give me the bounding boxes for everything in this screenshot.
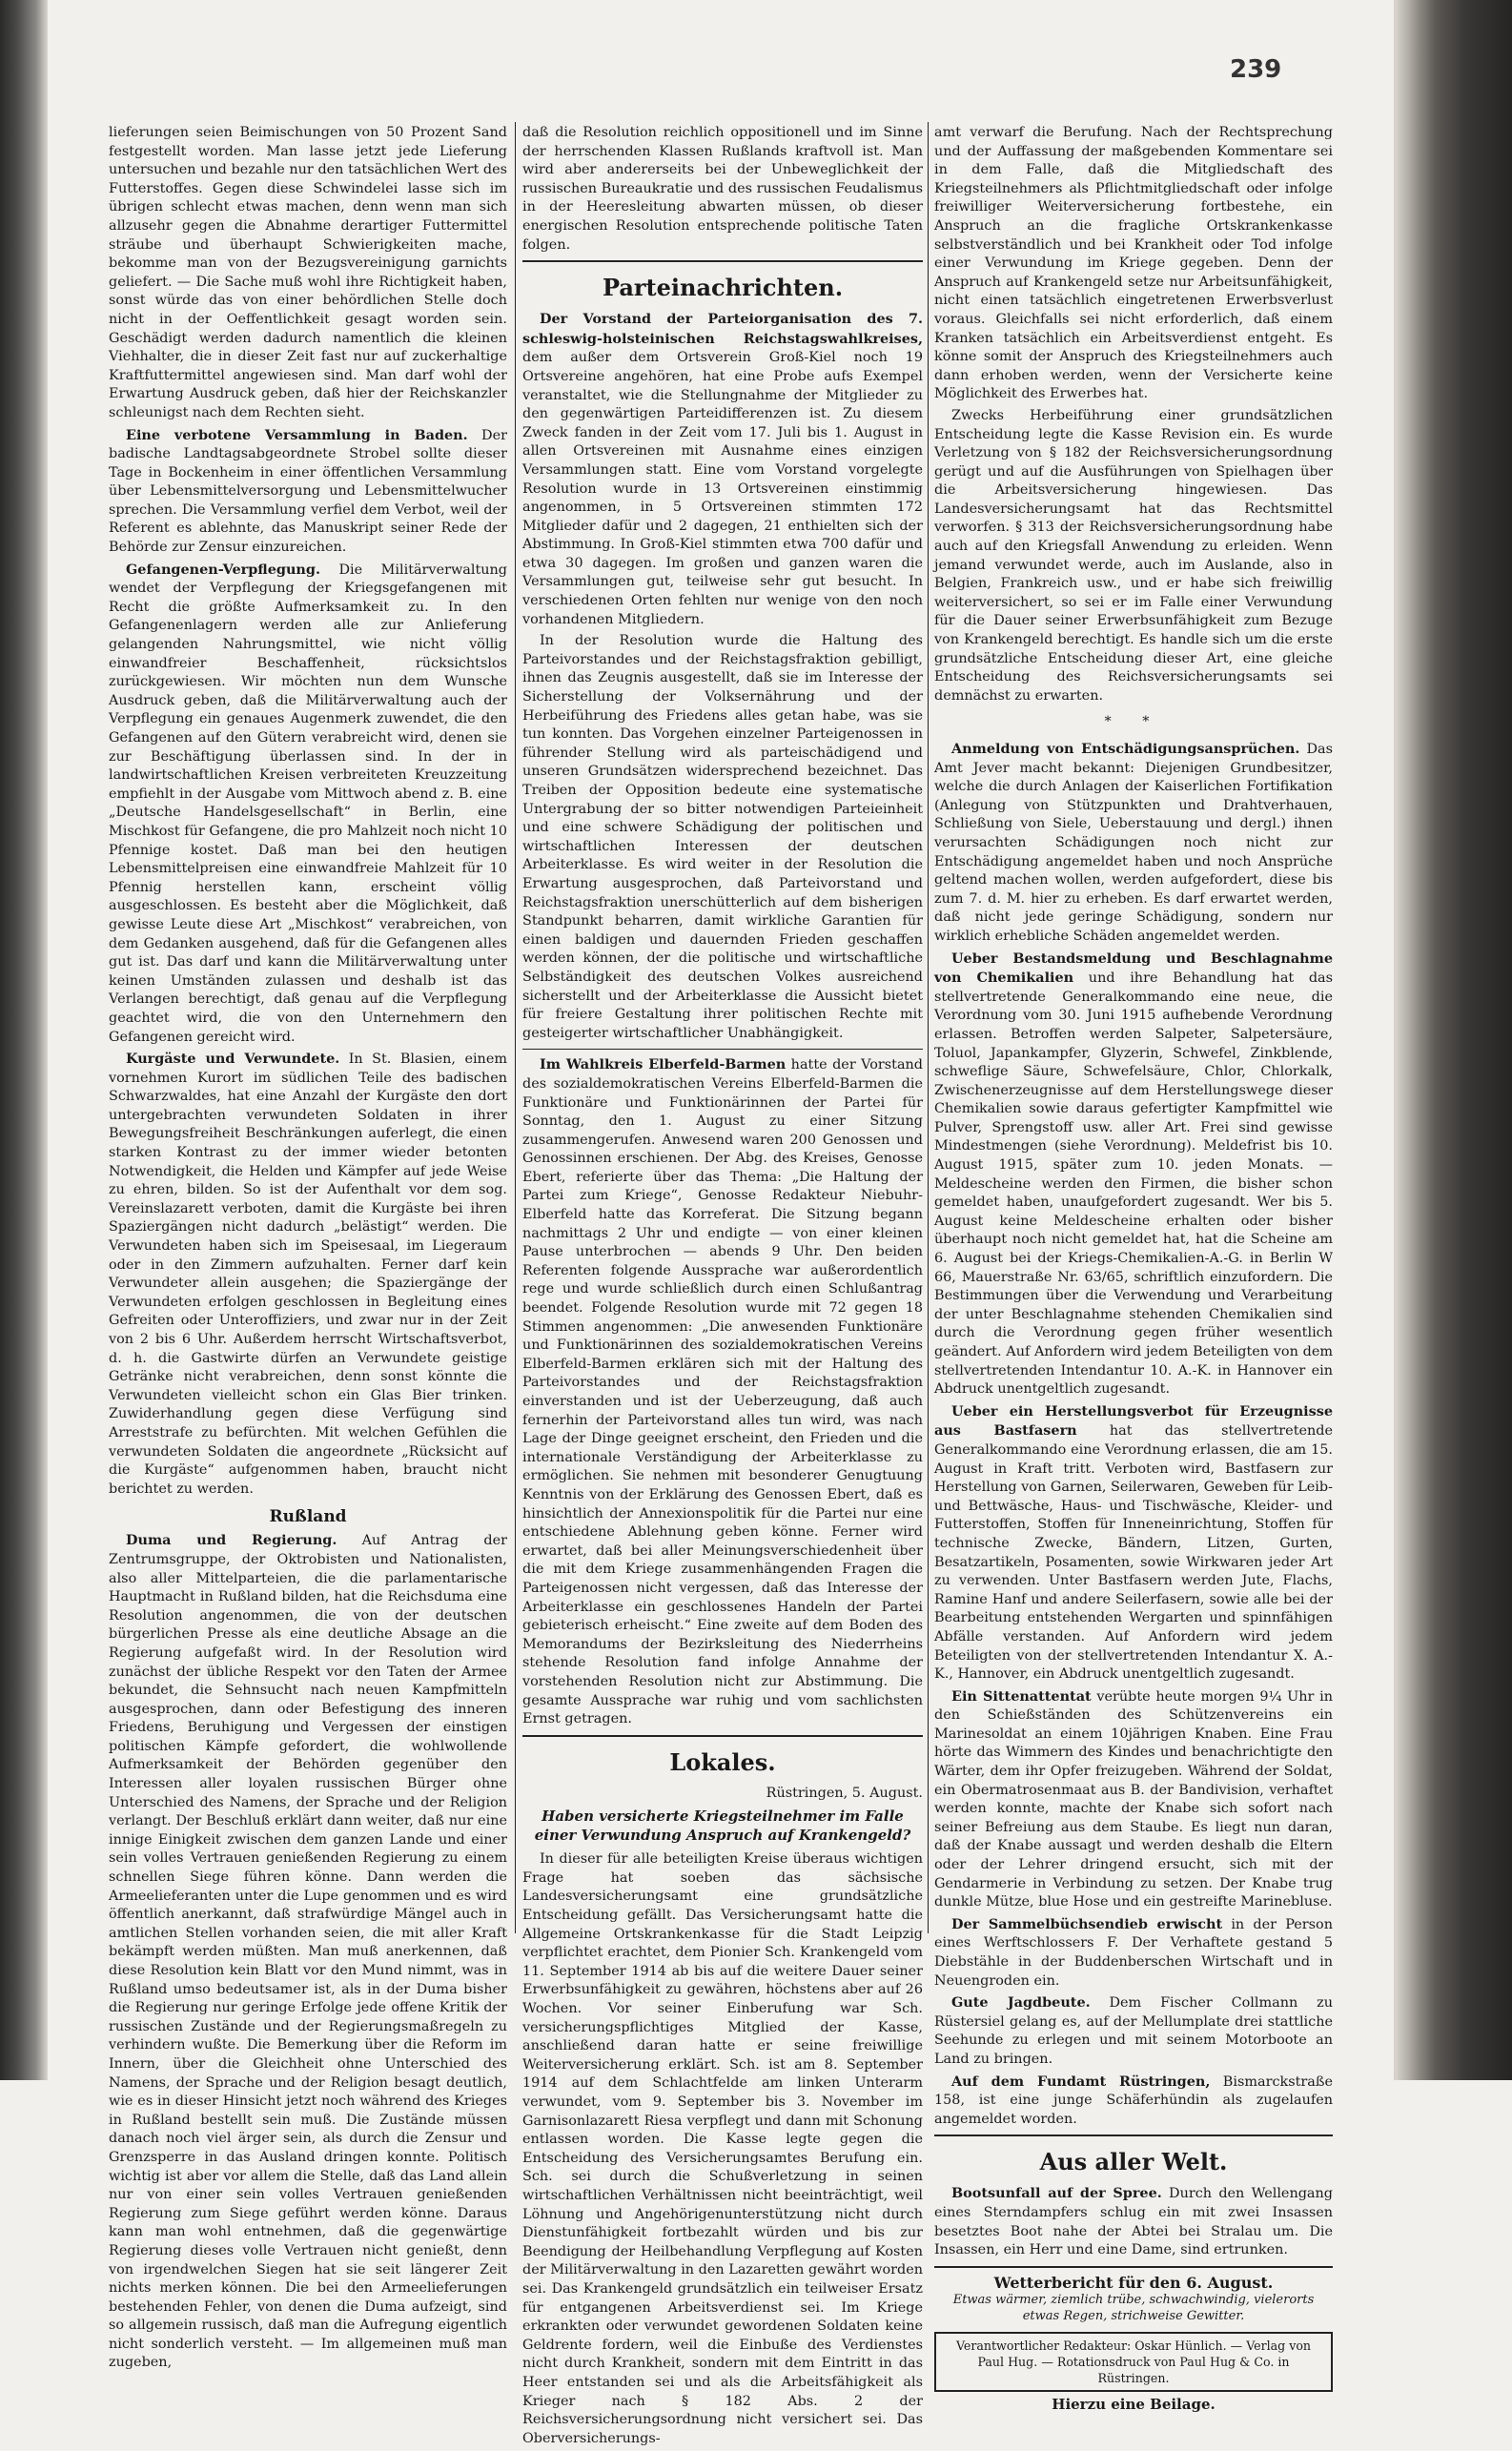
- section-heading-party-news: Parteinachrichten.: [602, 274, 844, 302]
- article-paragraph: [934, 1687, 1333, 1912]
- article-body: hatte der Vorstand des sozialdemokratischen Vereins Elberfeld-Barmen die Funktionäre und Funktionärinnen der Partei für Sonntag, den 1. August zu einer Sitzung zusammengerufen. Anwesend waren 200 Genossen und Genossinnen erschienen. Der Abg. des Kreises, Genosse Ebert, referierte über das Thema: „Die Haltung der Partei zum Kriege“, Genosse Redakteur Niebuhr-Elberfeld hatte das Korreferat. Die Sitzung begann nachmittags 2 Uhr und endigte — von einer kleinen Pause unterbrochen — abends 9 Uhr. Den beiden Referenten folgende Aussprache war außerordentlich rege und wurde schließlich durch einen Schlußantrag beendet. Folgende Resolution wurde mit 72 gegen 18 Stimmen angenommen: „Die anwesenden Funktionäre und Funktionärinnen des sozialdemokratischen Vereins Elberfeld-Barmen erklären sich mit der Haltung des Parteivorstandes und der Reichstagsfraktion einverstanden und ist der Ueberzeugung, daß auch fernerhin der Parteivorstand alles tun wird, was nach Lage der Dinge geeignet erscheint, den Frieden und die internationale Verständigung der Arbeiterklasse zu ermöglichen. Sie nehmen mit besonderer Genugtuung Kenntnis von der Erklärung des Genossen Ebert, daß es hinsichtlich der Annexionspolitik für die Partei nur eine entschiedene Ablehnung geben könne. Ferner wird erwartet, daß bei aller Meinungsverschiedenheit über die mit dem Kriege zusammenhängenden Fragen die Parteigenossen nicht vergessen, daß das Interesse der Arbeiterklasse ein geschlossenes Handeln der Partei gebieterisch erheischt.“ Eine zweite auf dem Boden des Memorandums der Bezirksleitung des Niederrheins stehende Resolution fand infolge Annahme der vorstehenden Resolution nicht zur Abstimmung. Die gesamte Aussprache war ruhig und vom sachlichsten Ernst getragen.: [522, 1057, 924, 1727]
- section-divider: [522, 1735, 923, 1737]
- article-paragraph: [522, 1055, 923, 1728]
- article-lead: Auf dem Fundamt Rüstringen,: [951, 2073, 1211, 2090]
- section-divider: [522, 260, 923, 262]
- article-body: Dem Fischer Collmann zu Rüstersiel gelang es, auf der Mellumplate drei stattliche Seehunde zu erlegen und mit seinem Motorboote an Land zu bringen.: [934, 1995, 1333, 2067]
- article-paragraph: Zwecks Herbeiführung einer grundsätzlichen Entscheidung legte die Kasse Revision ein. Es wurde Verletzung von § 182 der Reichsversicherungsordnung gerügt und auf die Ausführungen von Spielhagen über die Arbeitsversicherung hingewiesen. Das Landesversicherungsamt hat das Rechtsmittel verworfen. § 313 der Reichsversicherungsordnung habe auch auf den Kriegsfall Anwendung zu erleiden. Wenn jemand verwundet werde, auch im Auslande, also in Belgien, Frankreich usw., und er habe sich freiwillig weiterversichert, so sei er im Falle einer Verwundung für die Dauer seiner Erwerbsunfähigkeit zum Bezuge von Krankengeld berechtigt. Es handle sich um die erste grundsätzliche Entscheidung dieser Art, eine gleiche Entscheidung des Reichsversicherungsamts sei demnächst zu erwarten.: [934, 407, 1333, 704]
- dateline: Rüstringen, 5. August.: [766, 1785, 923, 1801]
- article-lead: Duma und Regierung.: [126, 1532, 337, 1549]
- article-paragraph: [109, 426, 507, 558]
- column-2: [522, 124, 923, 2451]
- article-body: Die Militärverwaltung wendet der Verpflegung der Kriegsgefangenen mit Recht die größte Aufmerksamkeit zu. In den Gefangenenlagern werden alle zur Anlieferung gelangenden Nahrungsmittel, wie nicht völlig einwandfreier Beschaffenheit, rücksichtslos zurückgewiesen. Wir möchten nun dem Wunsche Ausdruck geben, daß die Militärverwaltung auch der Verpflegung ein genaues Augenmerk zuwendet, die den Gefangenen auf den Gütern verabreicht wird, denen sie zur Beschäftigung überlassen sind. In der in landwirtschaftlichen Kreisen verbreiteten Kreuzzeitung empfiehlt in der Ausgabe vom Mittwoch abend z. B. eine „Deutsche Handelsgesellschaft“ in Berlin, eine Mischkost für Gefangene, die pro Mahlzeit noch nicht 10 Pfennige kostet. Daß man bei den heutigen Lebensmittelpreisen eine einwandfreie Mahlzeit für 10 Pfennig herstellen kann, erscheint völlig ausgeschlossen. Es besteht aber die Möglichkeit, daß gewisse Leute diese Art „Mischkost“ verabreichen, von dem Gedanken ausgehend, daß für die Gefangenen alles gut ist. Das darf und kann die Militärverwaltung unter keinen Umständen zulassen und deshalb ist das Verlangen berechtigt, daß genau auf die Verpflegung geachtet wird, die von den Unternehmern den Gefangenen gereicht wird.: [109, 562, 507, 1045]
- article-paragraph: In der Resolution wurde die Haltung des Parteivorstandes und der Reichstagsfraktion gebilligt, ihnen das Zeugnis ausgestellt, daß sie im Interesse der Sicherstellung der Volksernährung und der Herbeiführung des Friedens alles getan habe, was sie tun konnten. Das Vorgehen einzelner Parteigenossen in führender Stellung wird als parteischädigend und unseren Grundsätzen widersprechend bezeichnet. Das Treiben der Opposition bedeute eine systematische Untergrabung der so bitter notwendigen Parteieinheit und eine schwere Schädigung der politischen und wirtschaftlichen Interessen der deutschen Arbeiterklasse. Es wird weiter in der Resolution die Erwartung ausgesprochen, daß Parteivorstand und Reichstagsfraktion unerschütterlich auf dem bisherigen Standpunkt beharren, damit wirkliche Garantien für einen baldigen und dauernden Frieden geschaffen werden können, der die politische und wirtschaftliche Selbständigkeit des deutschen Volkes ausreichend sicherstellt und der Arbeiterklasse die Aussicht bietet für freiere Gestaltung ihrer politischen Rechte mit gesteigerter wirtschaftlicher Unabhängigkeit.: [522, 633, 923, 1041]
- article-lead: Im Wahlkreis Elberfeld-Barmen: [540, 1056, 787, 1073]
- article-headline: Haben versicherte Kriegsteilnehmer im Falle einer Verwundung Anspruch auf Krankengeld?: [534, 1808, 911, 1845]
- article-body: verübte heute morgen 9¼ Uhr in den Schießständen des Schützenvereins ein Marinesoldat an einem 10jährigen Knaben. Eine Frau hörte das Wimmern des Kindes und benachrichtigte den Wärter, dem ihr Opfer freizugeben. Während der Soldat, ein Obermatrosenmaat aus B. der Bandivision, verhaftet werden konnte, machte der Knabe sich sofort nach seiner Befreiung aus dem Staube. Es liegt nun daran, daß der Knabe aussagt und werden deshalb die Eltern oder der Lehrer dringend ersucht, sich mit der Gendarmerie in Verbindung zu setzen. Der Knabe trug dunkle Mütze, blue Hose und ein gestreifte Marinebluse.: [934, 1688, 1333, 1910]
- article-lead: Der Vorstand der Parteiorganisation des 7. schleswig-holsteinischen Reichstagswahlkreises,: [522, 311, 923, 347]
- article-lead: Gute Jagdbeute.: [951, 1994, 1091, 2012]
- supplement-note: Hierzu eine Beilage.: [1052, 2396, 1216, 2414]
- book-gutter-left: [0, 0, 48, 2080]
- column-rule-2: [928, 122, 929, 1933]
- article-paragraph: [109, 561, 507, 1047]
- article-paragraph: [934, 950, 1333, 1399]
- article-paragraph: [522, 310, 923, 629]
- article-lead: Ueber ein Herstellungsverbot für Erzeugnisse aus Bastfasern: [934, 1402, 1333, 1440]
- section-heading-local: Lokales.: [669, 1747, 776, 1776]
- article-paragraph: [109, 1050, 507, 1499]
- article-paragraph: [934, 1402, 1333, 1685]
- weather-report-title: Wetterbericht für den 6. August.: [993, 2273, 1274, 2292]
- column-1: [109, 124, 507, 2376]
- imprint-box: [934, 2332, 1333, 2392]
- article-body: Durch den Wellengang eines Sterndampfers schlug ein mit zwei Insassen besetztes Boot nahe der Abtei bei Stralau um. Die Insassen, ein Herr und eine Dame, sind ertrunken.: [934, 2186, 1333, 2258]
- article-body: Auf Antrag der Zentrumsgruppe, der Oktrobisten und Nationalisten, also aller Mittelparteien, die die parlamentarische Hauptmacht in Rußland bilden, hat die Reichsduma eine Resolution angenommen, die von der deutschen bürgerlichen Presse als eine deutliche Absage an die Regierung aufgefaßt wird. In der Resolution wird zunächst der übliche Respekt vor den Taten der Armee bekundet, die Sehnsucht nach neuen Kampfmitteln ausgesprochen, dann oder Befestigung des inneren Friedens, Beruhigung und Vergessen der einstigen politischen Kämpfe gefordert, die wohlwollende Aufmerksamkeit der Behörden gegenüber den Interessen aller loyalen russischen Bürger ohne Unterschied des Namens, der Sprache und der Religion verlangt. Der Beschluß erklärt dann weiter, daß nur eine innige Einigkeit zwischen dem ganzen Lande und einer sein volles Vertrauen genießenden Regierung zu einem schnellen Siege führen könne. Dann werden die Armeelieferanten unter die Lupe genommen und es wird öffentlich anerkannt, daß strafwürdige Mängel auch in amtlichen Stellen vorhanden seien, die mit aller Kraft bekämpft werden müßten. Man muß anerkennen, daß diese Resolution kein Blatt vor den Mund nimmt, was in Rußland umso bedeutsamer ist, als in der Duma bisher die Regierung nur geringe Erfolge jede offene Kritik der russischen Zustände und der Regierungsmaßregeln zu verhindern wußte. Die Bemerkung über die Reform im Innern, über die Gleichheit ohne Unterschied des Namens, der Sprache und der Religion besagt deutlich, wie es in dieser Hinsicht jetzt noch während des Krieges in Rußland bestellt sein muß. Die Zustände müssen danach noch viel ärger sein, als durch die Zensur und Grenzsperre in das Ausland dringen konnte. Politisch wichtig ist aber vor allem die Stelle, daß das Land allein nur von einer sein volles Vertrauen genießenden Regierung zum Siege geführt werden könne. Daraus kann man wohl entnehmen, daß die gegenwärtige Regierung dieses volle Vertrauen nicht genießt, denn von irgendwelchen Siegen hat sie seit längerer Zeit nichts merken können. Die bei den Armeelieferungen bestehenden Fehler, von denen die Duma aufzeigt, sind so allgemein russisch, daß man die Aufregung eigentlich nicht sonderlich versteht. — Im allgemeinen muß man zugeben,: [109, 1533, 507, 2371]
- weather-report-text: Etwas wärmer, ziemlich trübe, schwachwindig, vielerorts etwas Regen, strichweise Gewitter.: [952, 2293, 1315, 2324]
- section-divider: [934, 2266, 1333, 2268]
- article-lead: Ueber Bestandsmeldung und Beschlagnahme von Chemikalien: [934, 950, 1333, 987]
- article-paragraph: In dieser für alle beteiligten Kreise überaus wichtigen Frage hat soeben das sächsische Landesversicherungsamt eine grundsätzliche Entscheidung gefällt. Das Versicherungsamt hatte die Allgemeine Ortskrankenkasse für die Stadt Leipzig verpflichtet erachtet, dem Pionier Sch. Krankengeld vom 11. September 1914 ab bis auf die weitere Dauer seiner Erwerbsunfähigkeit zu gewähren, höchstens aber auf 26 Wochen. Vor seiner Einberufung war Sch. versicherungspflichtiges Mitglied der Kasse, anschließend daran hatte er seine freiwillige Weiterversicherung erklärt. Sch. ist am 8. September 1914 auf dem Schlachtfelde am linken Unterarm verwundet, vom 9. September bis 3. November im Garnisonlazarett Riesa verpflegt und dann mit Schonung entlassen worden. Die Kasse legte gegen die Entscheidung des Versicherungsamtes Berufung ein. Sch. sei durch die Schußverletzung in seinen wirtschaftlichen Verhältnissen nicht beeinträchtigt, weil Löhnung und Angehörigenunterstützung nicht durch Dienstunfähigkeit fortbezahlt würden und bis zur Beendigung der Heilbehandlung Verpflegung auf Kosten der Militärverwaltung in den Lazaretten gewährt worden sei. Das Krankengeld grundsätzlich ein teilweiser Ersatz für entgangenen Arbeitsverdienst sei. Im Kriege erkrankten oder verwundet gewordenen Soldaten keine Geldrente fordern, weil die Einbuße des Verdienstes nicht durch Krankheit, sondern mit dem Eintritt in das Heer entstanden sei und als die Arbeitsfähigkeit als Krieger nach § 182 Abs. 2 der Reichsversicherungsordnung nicht versichert sei. Das Oberversicherungs-: [522, 1851, 923, 2446]
- article-lead: Der Sammelbüchsendieb erwischt: [951, 1915, 1223, 1932]
- article-paragraph: [934, 740, 1333, 947]
- section-heading-world: Aus aller Welt.: [1039, 2148, 1228, 2176]
- article-lead: Eine verbotene Versammlung in Baden.: [126, 426, 468, 443]
- article-paragraph: [934, 1993, 1333, 2069]
- article-body: Der badische Landtagsabgeordnete Strobel sollte dieser Tage in Bockenheim in einer öffentlichen Versammlung über Lebensmittelversorgung und Lebensmittelwucher sprechen. Die Versammlung verfiel dem Verbot, weil der Referent es ablehnte, das Manuskript seiner Rede der Behörde zur Zensur einzureichen.: [109, 427, 507, 556]
- article-paragraph: daß die Resolution reichlich oppositionell und im Sinne der herrschenden Klassen Rußlands kraftvoll ist. Man wird aber andererseits bei der Unbeweglichkeit der russischen Bureaukratie und des russischen Feudalismus in der Heeresleitung abwarten müssen, ob dieser energischen Resolution entsprechende politische Taten folgen.: [522, 125, 923, 253]
- column-3: [934, 124, 1333, 2415]
- section-divider: [934, 2134, 1333, 2136]
- article-paragraph: [934, 2073, 1333, 2130]
- article-lead: Ein Sittenattentat: [951, 1687, 1092, 1705]
- article-lead: Kurgäste und Verwundete.: [126, 1051, 340, 1068]
- page-number: 239: [1230, 55, 1282, 84]
- article-paragraph: [934, 1915, 1333, 1991]
- article-body: und ihre Behandlung hat das stellvertretende Generalkommando eine neue, die Verordnung vom 30. Juni 1915 aufhebende Verordnung erlassen. Betroffen werden Salpeter, Salpetersäure, Toluol, Japankampfer, Glyzerin, Schwefel, Zinkblende, schweflige Säure, Schwefelsäure, Chlor, Chlorkalk, Zwischenerzeugnisse auf dem Herstellungswege dieser Chemikalien sowie daraus gefertigter Kampfmittel wie Pulver, Sprengstoff usw. aller Art. Frei sind gewisse Mindestmengen (siehe Verordnung). Meldefrist bis 10. August 1915, später zum 10. jeden Monats. — Meldescheine werden den Firmen, die bisher schon gemeldet haben, unaufgefordert zugesandt. Wer bis 5. August keine Meldescheine erhalten oder bisher überhaupt noch nicht gemeldet hat, hat die Scheine am 6. August bei der Kriegs-Chemikalien-A.-G. in Berlin W 66, Mauerstraße Nr. 63/65, schriftlich einzufordern. Die Bestimmungen über die Verwendung und Verarbeitung der unter Beschlagnahme stehenden Chemikalien sind durch die Verordnung gegen früher wesentlich geändert. Auf Anfordern wird jedem Beteiligten von dem stellvertretenden Intendantur 10. A.-K. in Hannover ein Abdruck unentgeltlich zugesandt.: [934, 970, 1334, 1398]
- article-body: In St. Blasien, einem vornehmen Kurort im südlichen Teile des badischen Schwarzwaldes, hat eine Anzahl der Kurgäste den dort untergebrachten verwundeten Soldaten in ihrer Bewegungsfreiheit Beschränkungen auferlegt, die einen starken Kontrast zu der immer wieder betonten Notwendigkeit, die Helden und Kämpfer auf jede Weise zu ehren, bilden. So ist der Aufenthalt vor dem sog. Vereinslazarett verboten, damit die Kurgäste bei ihren Spaziergängen nicht dadurch „belästigt“ werden. Die Verwundeten haben sich im Speisesaal, im Liegeraum oder in den Zimmern aufzuhalten. Ferner darf kein Verwundeter allein ausgehen; die Spaziergänge der Verwundeten erfolgen geschlossen in Begleitung eines Gefreiten oder Unteroffiziers, und zwar nur in der Zeit von 2 bis 6 Uhr. Außerdem herrscht Wirtschaftsverbot, d. h. die Gastwirte dürfen an Verwundete geistige Getränke nicht verabreichen, denn sonst könnte die Verwundeten vielleicht schon ein Glas Bier trinken. Zuwiderhandlung gegen diese Verfügung sind Arreststrafe zu befürchten. Mit welchen Gefühlen die verwundeten Soldaten die angeordnete „Rücksicht auf die Kurgäste“ aufgenommen haben, braucht nicht berichtet zu werden.: [109, 1052, 507, 1497]
- article-body: dem außer dem Ortsverein Groß-Kiel noch 19 Ortsvereine angehören, hat eine Probe aufs Exempel veranstaltet, wie die Stellungnahme der Mitglieder zu den gegenwärtigen Parteidifferenzen ist. Zu diesem Zweck fanden in der Zeit vom 17. Juli bis 1. August in allen Ortsvereinen mit Ausnahme eines einzigen Versammlungen statt. Eine vom Vorstand vorgelegte Resolution wurde in 13 Ortsvereinen einstimmig angenommen, in 5 Ortsvereinen stimmten 172 Mitglieder dafür und 2 dagegen, 21 enthielten sich der Abstimmung. In Groß-Kiel stimmten etwa 700 dafür und etwa 30 dagegen. Im großen und ganzen waren die Versammlungen gut, teilweise sehr gut besucht. In verschiedenen Orten fehlten nur wenige von den noch vorhandenen Mitgliedern.: [522, 350, 923, 627]
- article-lead: Bootsunfall auf der Spree.: [951, 2185, 1162, 2202]
- book-binding-right: [1398, 0, 1512, 2080]
- article-body: in der Person eines Werftschlossers F. Der Verhaftete gestand 5 Diebstähle in der Buddenberschen Wirtschaft und in Neuengroden ein.: [934, 1916, 1333, 1989]
- column-rule-1: [515, 122, 516, 1933]
- article-divider: [522, 1049, 923, 1050]
- article-lead: Anmeldung von Entschädigungsansprüchen.: [951, 741, 1300, 757]
- article-lead: Gefangenen-Verpflegung.: [126, 561, 320, 578]
- article-paragraph: amt verwarf die Berufung. Nach der Rechtsprechung und der Auffassung der maßgebenden Kommentare sei in dem Falle, daß die Mitgliedschaft des Kriegsteilnehmers als Pflichtmitgliedschaft oder infolge freiwilliger Weiterversicherung fortbestehe, ein Anspruch an die fragliche Ortskrankenkasse selbstverständlich und bei Krankheit oder Tod infolge einer Verwundung im Kriege gegeben. Denn der Anspruch auf Krankengeld setze nur Arbeitsunfähigkeit, nicht einen tatsächlich eingetretenen Erwerbsverlust voraus. Gleichfalls sei nicht erforderlich, daß einem Kranken tatsächlich ein Arbeitsverdienst entgeht. Es könne somit der Anspruch des Kriegsteilnehmers auch dann erhoben werden, wenn der Versicherte keine Möglichkeit des Erwerbes hat.: [934, 125, 1333, 402]
- article-paragraph: lieferungen seien Beimischungen von 50 Prozent Sand festgestellt worden. Man lasse jetzt jede Lieferung untersuchen und bezahle nur den tatsächlichen Wert des Futterstoffes. Gegen diese Schwindelei lasse sich im übrigen schlecht etwas machen, denn wenn man sich allzusehr gegen die Abnahme derartiger Futtermittel sträube und überhaupt Schwierigkeiten mache, bekomme man von der Bezugsvereinigung garnichts geliefert. — Die Sache muß wohl ihre Richtigkeit haben, sonst würde das von einer behördlichen Stelle doch nicht in der Oeffentlichkeit gesagt worden sein. Geschädigt werden dadurch namentlich die kleinen Viehhalter, die in dieser Zeit fast nur auf zuckerhaltige Kraftfuttermittel angewiesen sind. Man darf wohl der Erwartung Ausdruck geben, daß hier der Reichskanzler schleunigst nach dem Rechten sieht.: [109, 125, 507, 420]
- asterisk-separator: * *: [1104, 714, 1163, 730]
- imprint: Verantwortlicher Redakteur: Oskar Hünlich. — Verlag von Paul Hug. — Rotationsdruck von Paul Hug & Co. in Rüstringen.: [955, 2339, 1312, 2386]
- article-paragraph: [109, 1531, 507, 2373]
- article-body: Das Amt Jever macht bekannt: Diejenigen Grundbesitzer, welche die durch Anlagen der Kaiserlichen Fortifikation (Anlegung von Stützpunkten und Drahtverhauen, Schließung von Siele, Ueberstauung und dergl.) ihnen verursachten Schädigungen noch nicht zur Entschädigung angemeldet haben und noch Ansprüche geltend machen wollen, werden aufgefordert, diese bis zum 7. d. M. hier zu erheben. Es darf erwartet werden, daß nicht jede geringe Schädigung, sondern nur wirklich erhebliche Schäden angemeldet werden.: [934, 742, 1333, 944]
- article-body: Bismarckstraße 158, ist eine junge Schäferhündin als zugelaufen angemeldet worden.: [934, 2073, 1333, 2127]
- article-paragraph: [934, 2184, 1333, 2259]
- section-heading-russia: Rußland: [269, 1507, 347, 1527]
- article-body: hat das stellvertretende Generalkommando eine Verordnung erlassen, die am 15. August in Kraft tritt. Verboten wird, Bastfasern zur Herstellung von Garnen, Seilerwaren, Geweben für Leib- und Bettwäsche, Haus- und Tischwäsche, Kleider- und Futterstoffen, Stoffen für Inneneinrichtung, Stoffen für technische Zwecke, Bändern, Litzen, Gurten, Besatzartikeln, Posamenten, sowie Wirkwaren jeder Art zu verwenden. Unter Bastfasern werden Jute, Flachs, Ramine Hanf und andere Seilerfasern, sowie alle bei der Bearbeitung entstehenden Wergarten und spinnfähigen Abfälle verstanden. Auf Anfordern wird jedem Beteiligten von der stellvertretenden Intendantur X. A.-K., Hannover, ein Abdruck unentgeltlich zugesandt.: [934, 1423, 1333, 1683]
